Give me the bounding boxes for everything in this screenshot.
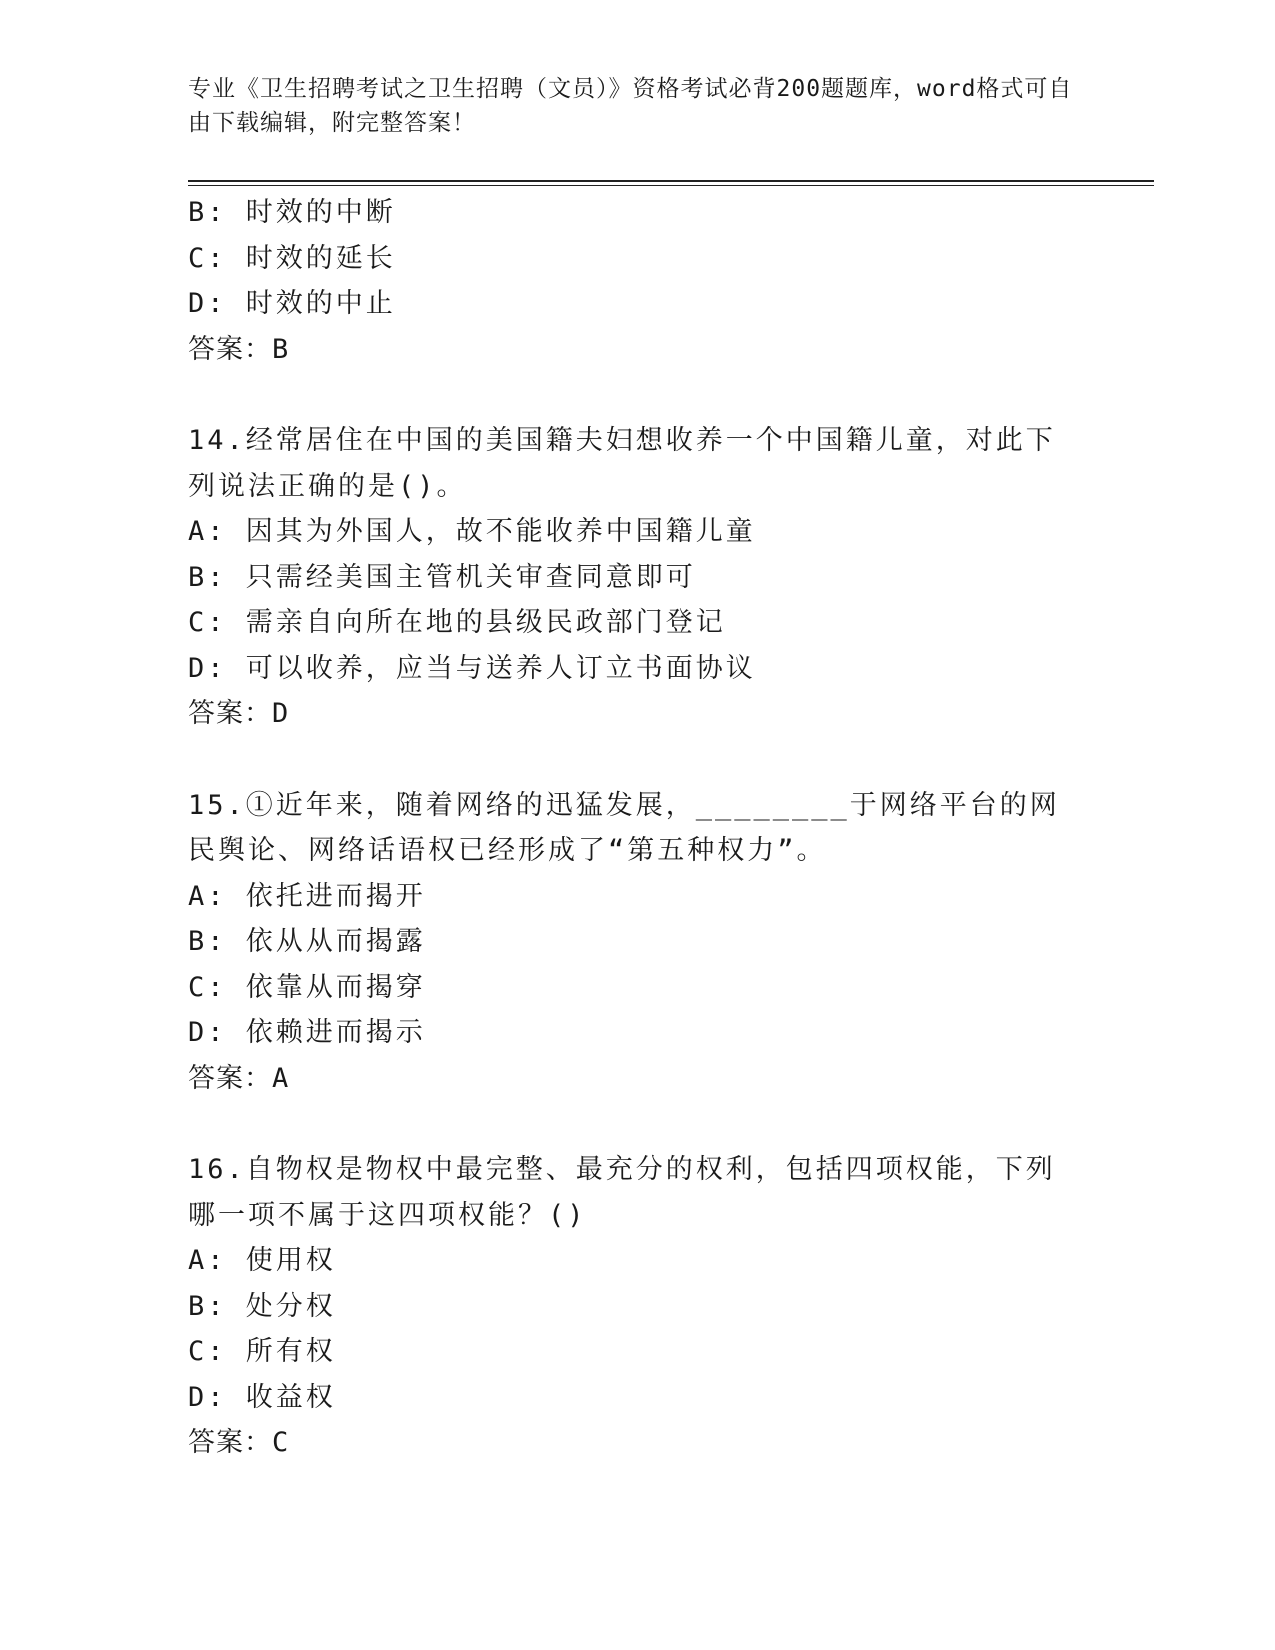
question-stem: 14.经常居住在中国的美国籍夫妇想收养一个中国籍儿童，对此下列说法正确的是()。 (188, 425, 1056, 502)
question-block-16 (188, 1147, 1088, 1466)
answer-line: 答案：C (188, 1427, 290, 1458)
option-c: C: 依靠从而揭穿 (188, 971, 426, 1003)
option-b: B: 时效的中断 (188, 197, 396, 228)
option-b: B: 处分权 (188, 1290, 336, 1322)
question-block-15 (188, 783, 1088, 1102)
option-c: C: 所有权 (188, 1336, 336, 1367)
option-a: A: 依托进而揭开 (188, 880, 426, 912)
option-c: C: 时效的延长 (188, 242, 396, 274)
answer-line: 答案：A (188, 1062, 290, 1094)
header-rule-thick (188, 180, 1154, 182)
option-a: A: 使用权 (188, 1245, 336, 1276)
question-block-14 (188, 418, 1088, 737)
option-d: D: 收益权 (188, 1381, 336, 1413)
question-stem: 15.①近年来，随着网络的迅猛发展，________于网络平台的网民舆论、网络话语权已经形成了“第五种权力”。 (188, 789, 1060, 866)
option-b: B: 依从从而揭露 (188, 926, 426, 957)
option-d: D: 可以收养，应当与送养人订立书面协议 (188, 652, 756, 684)
answer-line: 答案：D (188, 698, 290, 729)
page-header: 专业《卫生招聘考试之卫生招聘（文员）》资格考试必背200题题库，word格式可自由下载编辑，附完整答案！ (188, 76, 1073, 136)
question-block-13-continued (188, 190, 1088, 372)
option-a: A: 因其为外国人，故不能收养中国籍儿童 (188, 516, 756, 547)
option-d: D: 时效的中止 (188, 288, 396, 319)
option-b: B: 只需经美国主管机关审查同意即可 (188, 561, 696, 593)
answer-line: 答案：B (188, 333, 290, 365)
header-rule-thin (188, 185, 1154, 186)
document-body (188, 190, 1088, 1466)
question-stem: 16.自物权是物权中最完整、最充分的权利，包括四项权能，下列哪一项不属于这四项权能？() (188, 1154, 1056, 1231)
option-c: C: 需亲自向所在地的县级民政部门登记 (188, 607, 726, 638)
option-d: D: 依赖进而揭示 (188, 1017, 426, 1048)
